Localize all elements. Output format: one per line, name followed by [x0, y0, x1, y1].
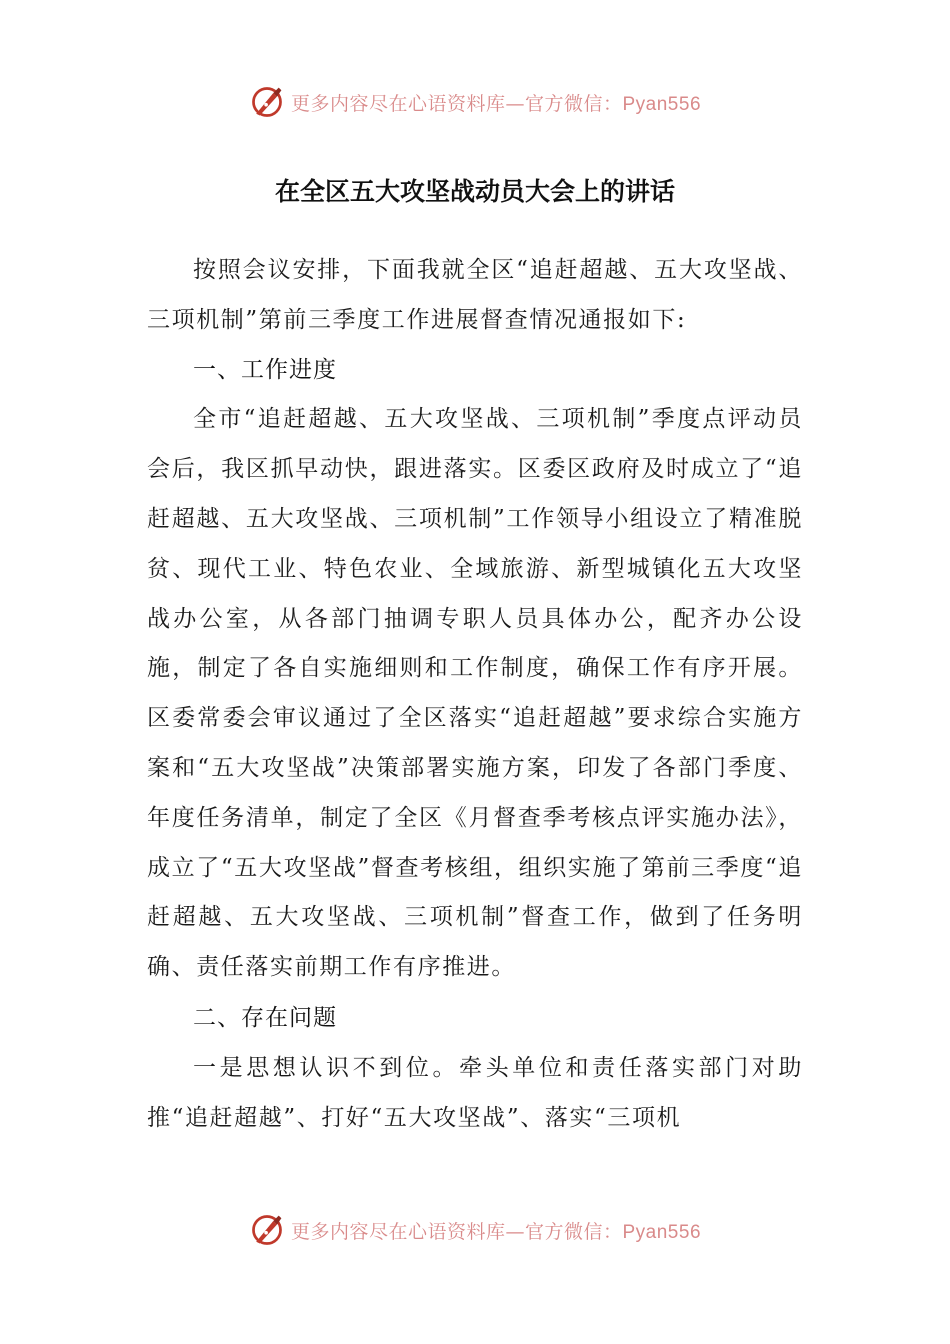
- pen-nib-icon: [249, 1212, 285, 1248]
- section-heading-progress: 一、工作进度: [193, 356, 337, 383]
- watermark-footer: [0, 1210, 950, 1250]
- watermark-text: [291, 89, 701, 116]
- intro-paragraph: 按照会议安排，下面我就全区“追赶超越、五大攻坚战、三项机制”第前三季度工作进展督查情况通报如下:: [147, 257, 803, 333]
- watermark-wechat-id: Pyan556: [622, 93, 702, 115]
- section-heading-issues: 二、存在问题: [193, 1004, 337, 1031]
- pen-nib-icon: [249, 84, 285, 120]
- watermark-header: [0, 82, 950, 122]
- watermark-wechat-id: Pyan556: [622, 1221, 702, 1243]
- progress-paragraph: 全市“追赶超越、五大攻坚战、三项机制”季度点评动员会后，我区抓早动快，跟进落实。区委区政府及时成立了“追赶超越、五大攻坚战、三项机制”工作领导小组设立了精准脱贫、现代工业、特色农业、全域旅游、新型城镇化五大攻坚战办公室，从各部门抽调专职人员具体办公，配齐办公设施，制定了各自实施细则和工作制度，确保工作有序开展。区委常委会审议通过了全区落实“追赶超越”要求综合实施方案和“五大攻坚战”决策部署实施方案，印发了各部门季度、年度任务清单，制定了全区《月督查季考核点评实施办法》，成立了“五大攻坚战”督查考核组，组织实施了第前三季度“追赶超越、五大攻坚战、三项机制”督查工作，做到了任务明确、责任落实前期工作有序推进。: [147, 406, 803, 981]
- document-title: 在全区五大攻坚战动员大会上的讲话: [274, 177, 675, 206]
- watermark-cn: 更多内容尽在心语资料库—官方微信：: [290, 1220, 623, 1243]
- issues-paragraph: 一是思想认识不到位。牵头单位和责任落实部门对助推“追赶超越”、打好“五大攻坚战”、落实“三项机: [147, 1054, 803, 1131]
- document-body: [147, 246, 803, 1143]
- watermark-cn: 更多内容尽在心语资料库—官方微信：: [290, 92, 623, 115]
- watermark-text: [291, 1217, 701, 1244]
